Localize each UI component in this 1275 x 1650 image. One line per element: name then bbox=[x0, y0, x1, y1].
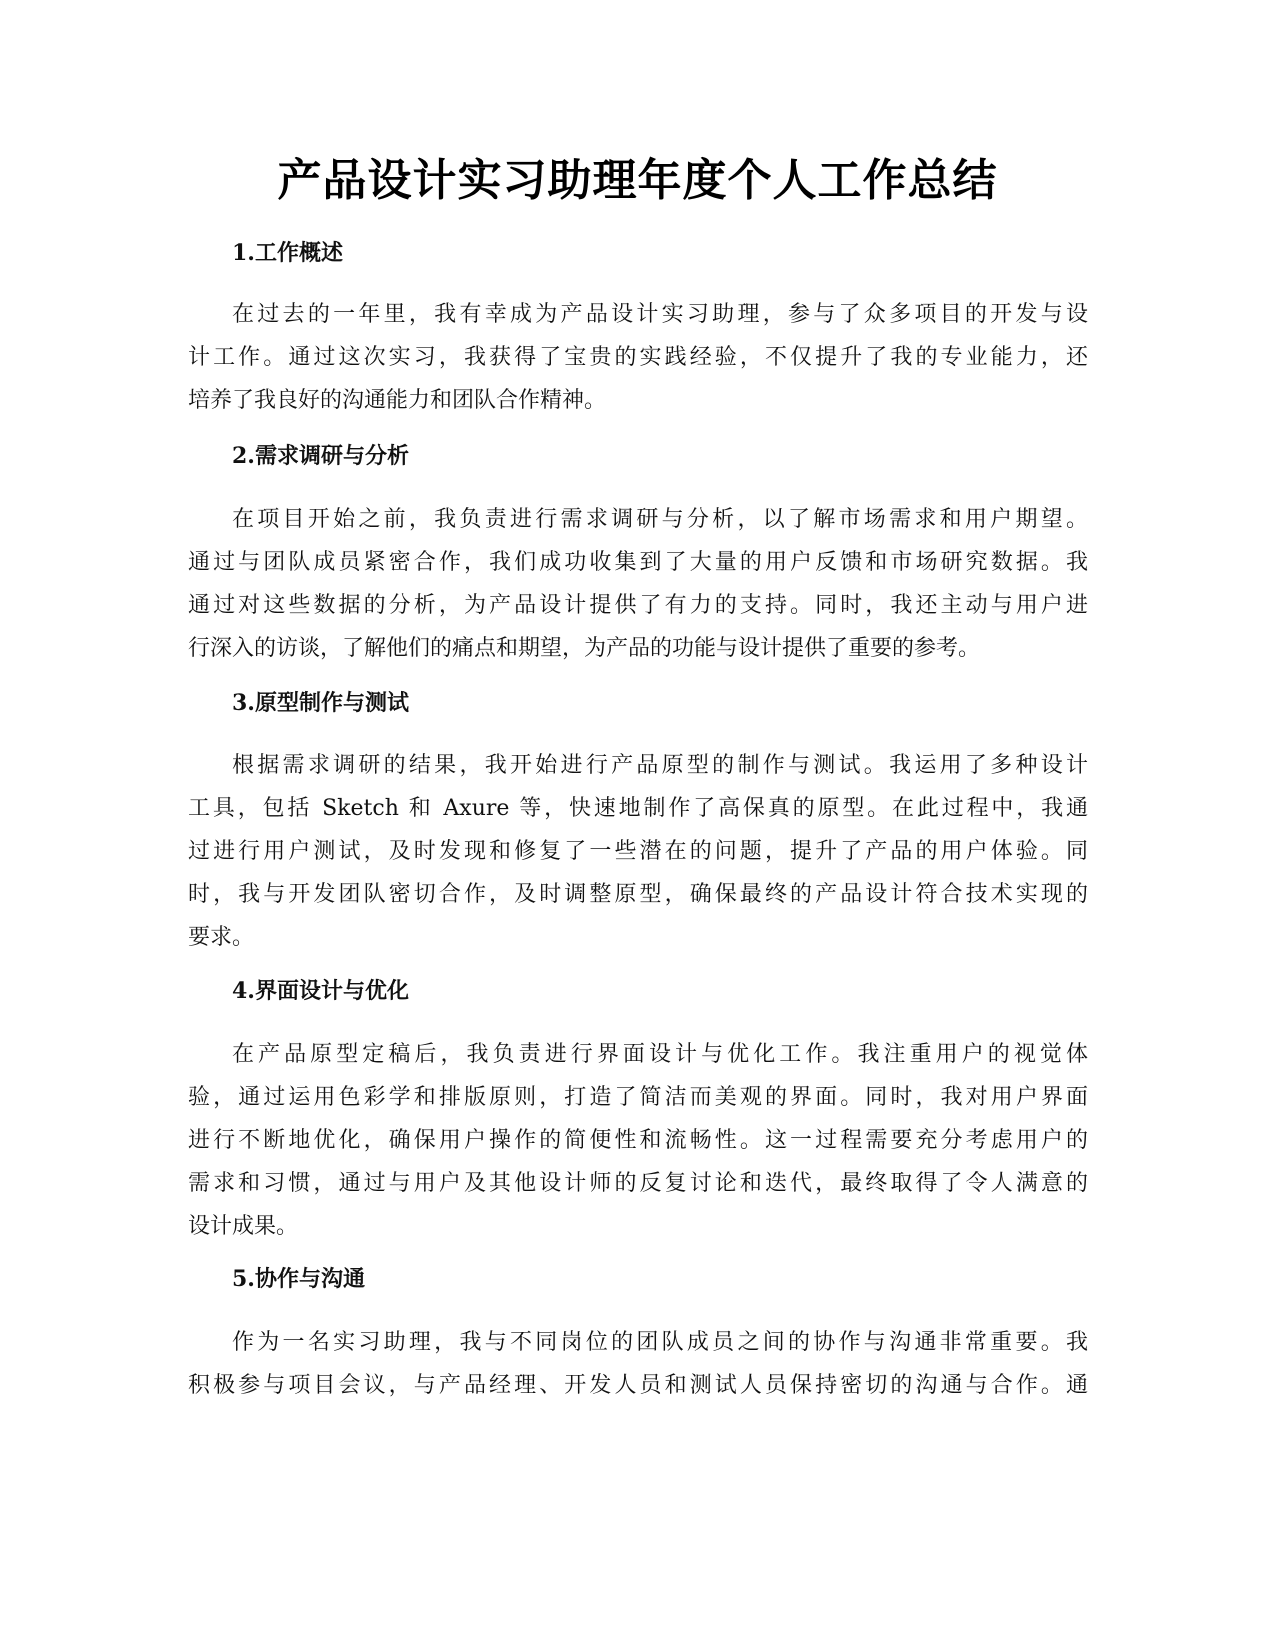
section-heading-collaboration: 5.协作与沟通 bbox=[232, 1266, 365, 1292]
paragraph-line: 需求和习惯，通过与用户及其他设计师的反复讨论和迭代，最终取得了令人满意的 bbox=[188, 1171, 1088, 1196]
paragraph-line: 计工作。通过这次实习，我获得了宝贵的实践经验，不仅提升了我的专业能力，还 bbox=[188, 345, 1088, 370]
paragraph-line: 工具，包括 Sketch 和 Axure 等，快速地制作了高保真的原型。在此过程中，我通 bbox=[188, 796, 1088, 821]
paragraph-line: 作为一名实习助理，我与不同岗位的团队成员之间的协作与沟通非常重要。我 bbox=[232, 1330, 1088, 1355]
paragraph-line: 过进行用户测试，及时发现和修复了一些潜在的问题，提升了产品的用户体验。同 bbox=[188, 839, 1088, 864]
section-heading-ui-design: 4.界面设计与优化 bbox=[232, 978, 409, 1004]
paragraph-line: 验，通过运用色彩学和排版原则，打造了简洁而美观的界面。同时，我对用户界面 bbox=[188, 1085, 1088, 1110]
paragraph-line: 在项目开始之前，我负责进行需求调研与分析，以了解市场需求和用户期望。 bbox=[232, 507, 1088, 532]
section-paragraph-overview bbox=[188, 293, 1088, 422]
paragraph-line: 根据需求调研的结果，我开始进行产品原型的制作与测试。我运用了多种设计 bbox=[232, 753, 1088, 778]
section-paragraph-prototype bbox=[188, 744, 1088, 959]
paragraph-line: 在过去的一年里，我有幸成为产品设计实习助理，参与了众多项目的开发与设 bbox=[232, 302, 1088, 327]
paragraph-line: 要求。 bbox=[188, 925, 255, 950]
paragraph-line: 通过对这些数据的分析，为产品设计提供了有力的支持。同时，我还主动与用户进 bbox=[188, 593, 1088, 618]
section-paragraph-collaboration bbox=[188, 1321, 1088, 1407]
paragraph-line: 设计成果。 bbox=[188, 1214, 299, 1239]
paragraph-line: 时，我与开发团队密切合作，及时调整原型，确保最终的产品设计符合技术实现的 bbox=[188, 882, 1088, 907]
document-title: 产品设计实习助理年度个人工作总结 bbox=[277, 155, 998, 206]
section-paragraph-ui-design bbox=[188, 1033, 1088, 1248]
section-paragraph-research bbox=[188, 498, 1088, 670]
paragraph-line: 培养了我良好的沟通能力和团队合作精神。 bbox=[188, 388, 607, 413]
paragraph-line: 积极参与项目会议，与产品经理、开发人员和测试人员保持密切的沟通与合作。通 bbox=[188, 1373, 1088, 1398]
paragraph-line: 进行不断地优化，确保用户操作的简便性和流畅性。这一过程需要充分考虑用户的 bbox=[188, 1128, 1088, 1153]
paragraph-line: 在产品原型定稿后，我负责进行界面设计与优化工作。我注重用户的视觉体 bbox=[232, 1042, 1088, 1067]
paragraph-line: 通过与团队成员紧密合作，我们成功收集到了大量的用户反馈和市场研究数据。我 bbox=[188, 550, 1088, 575]
paragraph-line: 行深入的访谈，了解他们的痛点和期望，为产品的功能与设计提供了重要的参考。 bbox=[188, 636, 981, 661]
section-heading-research: 2.需求调研与分析 bbox=[232, 443, 409, 469]
section-heading-overview: 1.工作概述 bbox=[232, 240, 343, 266]
section-heading-prototype: 3.原型制作与测试 bbox=[232, 690, 409, 716]
